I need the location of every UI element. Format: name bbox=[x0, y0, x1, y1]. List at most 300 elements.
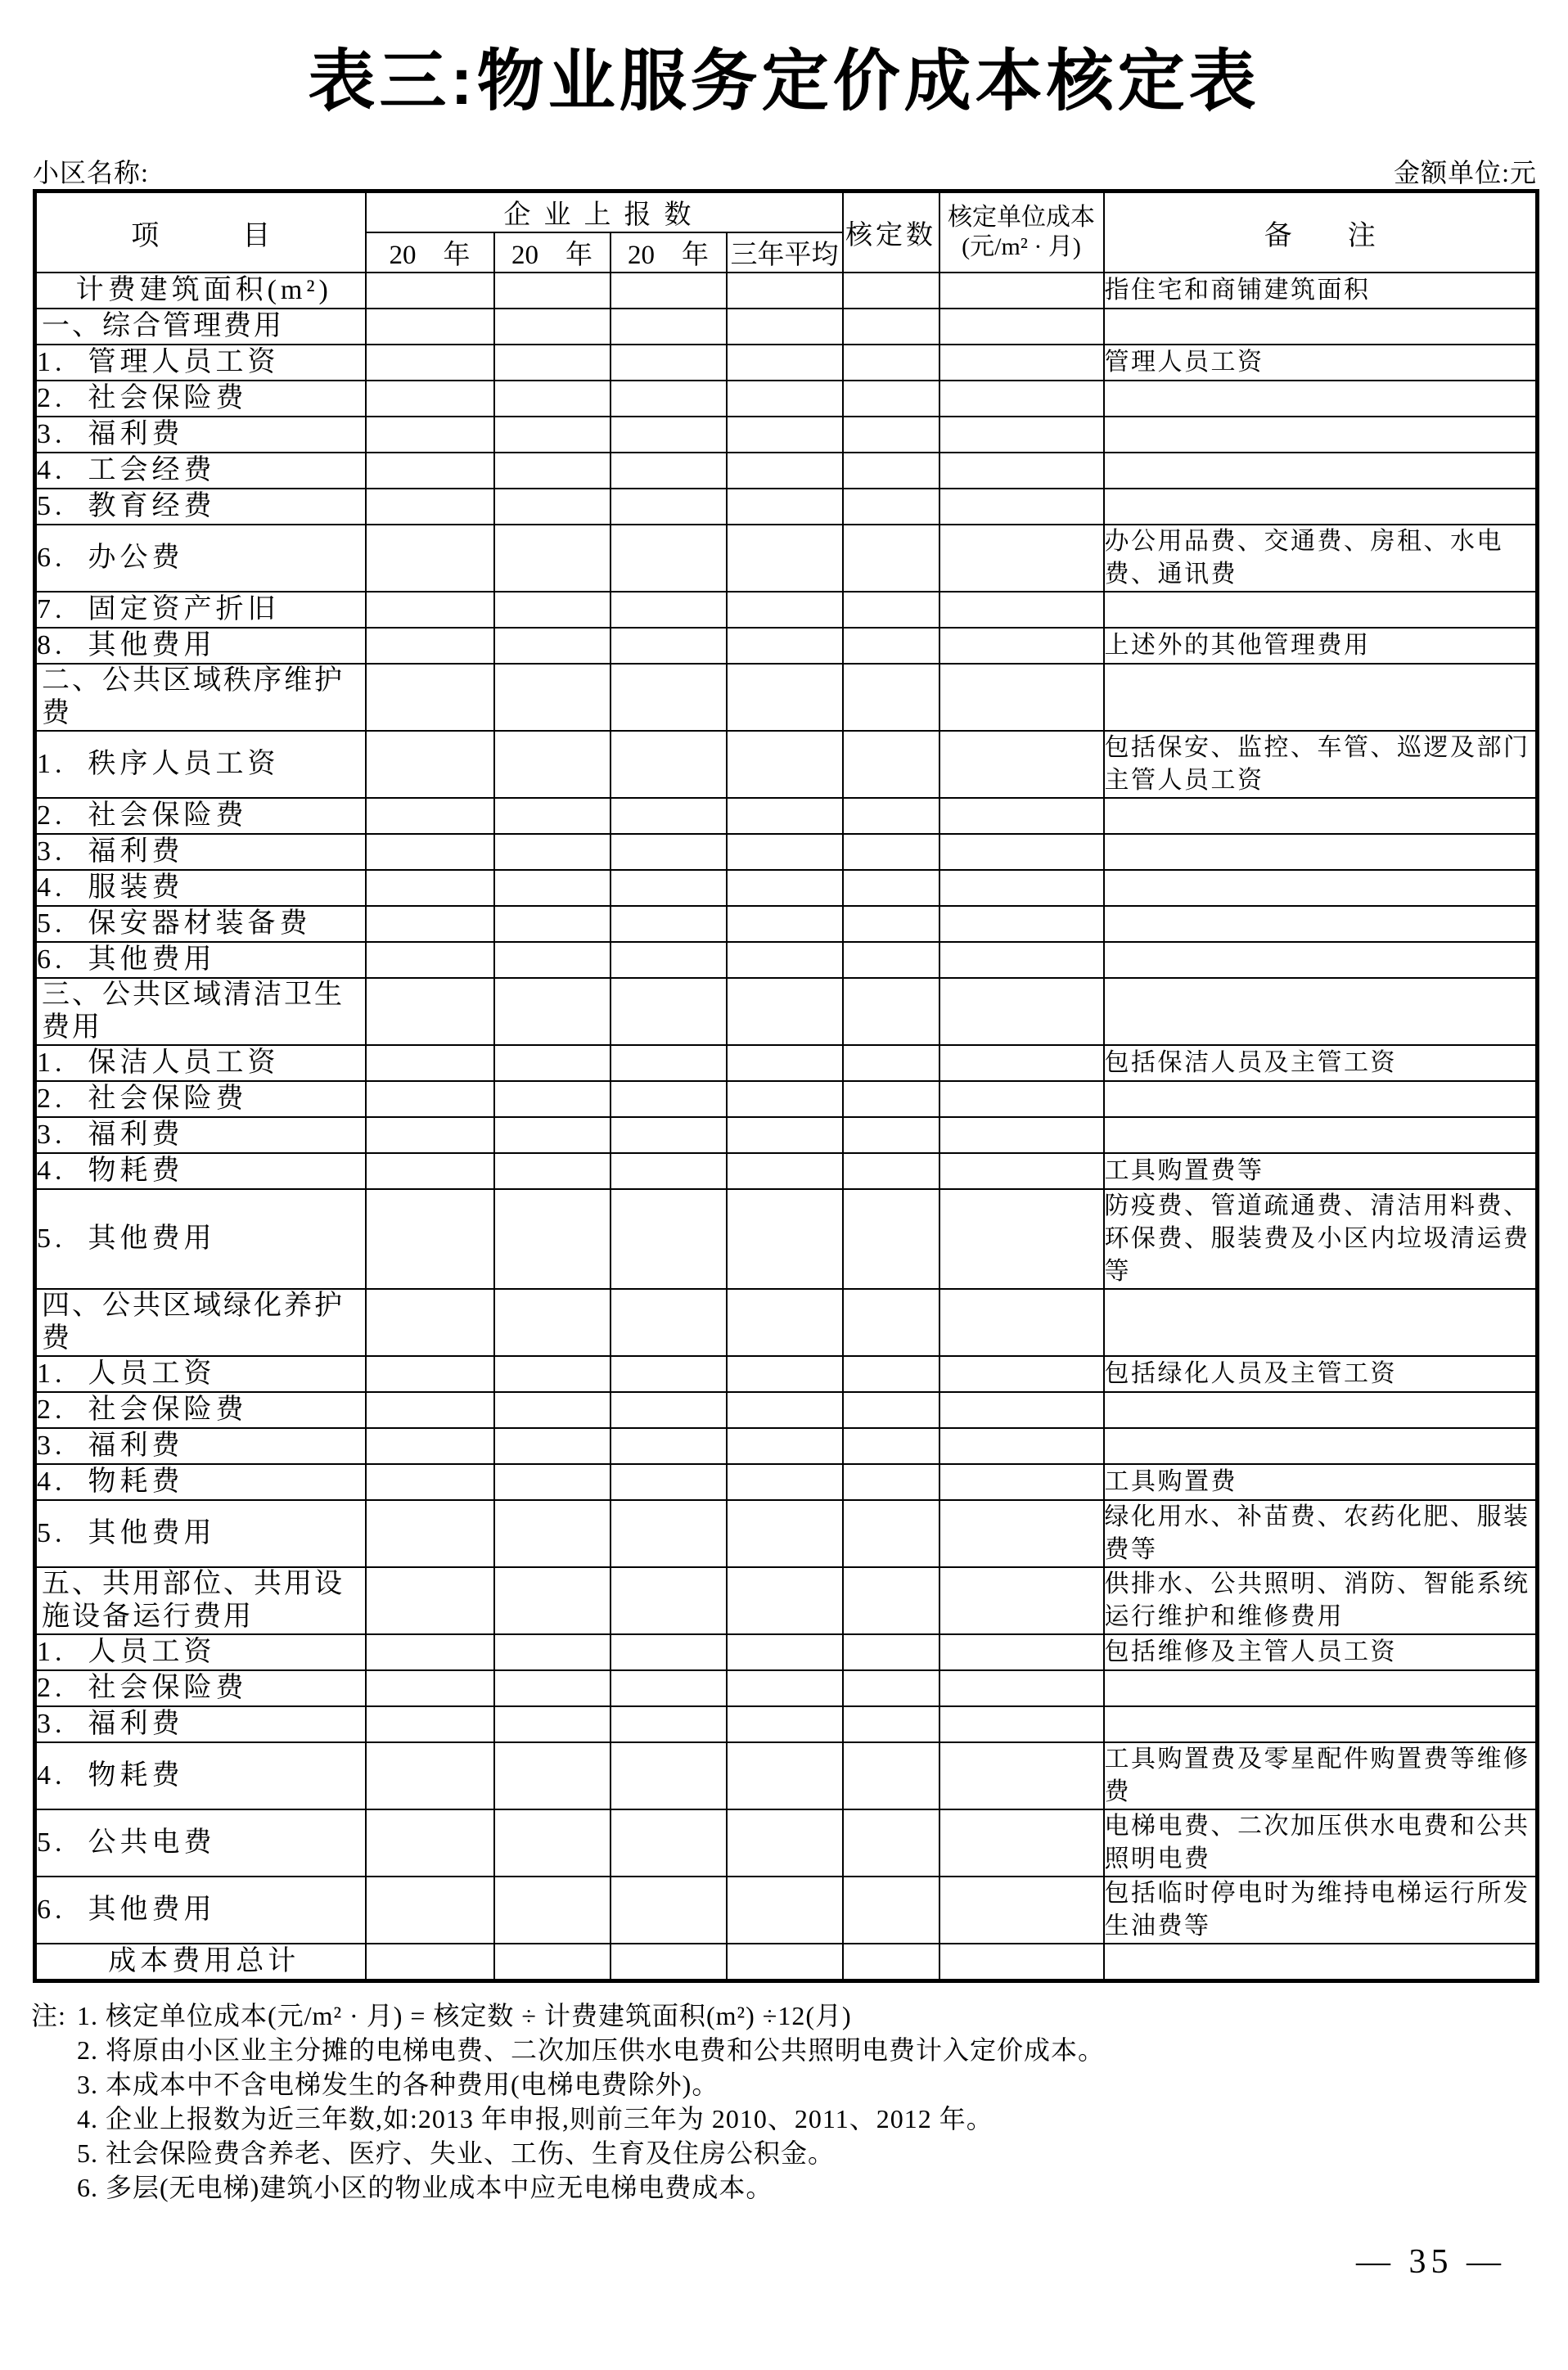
cell-year-3 bbox=[611, 1634, 727, 1670]
cell-year-2 bbox=[494, 1081, 611, 1117]
row-item-label: 4. 工会经费 bbox=[35, 453, 366, 489]
cell-year-3 bbox=[611, 1706, 727, 1742]
row-remark: 供排水、公共照明、消防、智能系统运行维护和维修费用 bbox=[1104, 1567, 1538, 1634]
table-row bbox=[35, 525, 1538, 592]
cell-year-1 bbox=[366, 870, 494, 906]
cell-year-1 bbox=[366, 731, 494, 798]
cell-approved bbox=[843, 489, 939, 525]
cell-year-1 bbox=[366, 664, 494, 731]
row-remark: 包括维修及主管人员工资 bbox=[1104, 1634, 1538, 1670]
row-remark bbox=[1104, 1081, 1538, 1117]
cell-year-2 bbox=[494, 1877, 611, 1944]
cell-approved bbox=[843, 1567, 939, 1634]
cell-approved bbox=[843, 1392, 939, 1428]
cell-year-2 bbox=[494, 525, 611, 592]
table-row bbox=[35, 1356, 1538, 1392]
cell-approved bbox=[843, 1634, 939, 1670]
table-row bbox=[35, 1392, 1538, 1428]
header-unit-cost-line2: (元/m² · 月) bbox=[962, 233, 1081, 260]
cell-unit-cost bbox=[939, 489, 1104, 525]
cell-unit-cost bbox=[939, 525, 1104, 592]
row-item-label: 2. 社会保险费 bbox=[35, 1670, 366, 1706]
cell-approved bbox=[843, 1045, 939, 1081]
row-remark bbox=[1104, 798, 1538, 834]
cell-year-1 bbox=[366, 1189, 494, 1289]
cell-approved bbox=[843, 731, 939, 798]
meta-row bbox=[33, 152, 1537, 187]
cell-year-1 bbox=[366, 1944, 494, 1981]
cell-year-3 bbox=[611, 906, 727, 942]
cell-approved bbox=[843, 417, 939, 453]
table-row bbox=[35, 1634, 1538, 1670]
row-remark bbox=[1104, 1392, 1538, 1428]
cell-year-avg bbox=[727, 1706, 843, 1742]
row-remark bbox=[1104, 417, 1538, 453]
table-row bbox=[35, 1464, 1538, 1500]
cell-year-avg bbox=[727, 1392, 843, 1428]
row-remark bbox=[1104, 309, 1538, 345]
cell-year-3 bbox=[611, 1189, 727, 1289]
table-row bbox=[35, 1153, 1538, 1189]
note-line bbox=[31, 2136, 1537, 2170]
cell-year-3 bbox=[611, 1356, 727, 1392]
row-remark bbox=[1104, 664, 1538, 731]
cell-year-3 bbox=[611, 1500, 727, 1567]
row-remark: 包括保洁人员及主管工资 bbox=[1104, 1045, 1538, 1081]
table-body bbox=[35, 273, 1538, 1981]
table-header bbox=[35, 191, 1538, 273]
cell-year-3 bbox=[611, 978, 727, 1045]
cell-year-avg bbox=[727, 942, 843, 978]
row-remark: 绿化用水、补苗费、农药化肥、服装费等 bbox=[1104, 1500, 1538, 1567]
cell-year-avg bbox=[727, 381, 843, 417]
cell-year-1 bbox=[366, 525, 494, 592]
cell-approved bbox=[843, 1153, 939, 1189]
table-row bbox=[35, 628, 1538, 664]
table-row bbox=[35, 381, 1538, 417]
row-item-label: 4. 物耗费 bbox=[35, 1742, 366, 1809]
row-item-label: 7. 固定资产折旧 bbox=[35, 592, 366, 628]
row-item-label: 3. 福利费 bbox=[35, 1706, 366, 1742]
header-approved-col: 核定数 bbox=[843, 191, 939, 273]
table-row bbox=[35, 834, 1538, 870]
cell-year-3 bbox=[611, 942, 727, 978]
cell-year-2 bbox=[494, 1045, 611, 1081]
cell-year-2 bbox=[494, 628, 611, 664]
row-remark bbox=[1104, 453, 1538, 489]
cell-year-2 bbox=[494, 978, 611, 1045]
cell-year-3 bbox=[611, 453, 727, 489]
table-row bbox=[35, 664, 1538, 731]
cell-year-avg bbox=[727, 1464, 843, 1500]
cell-year-avg bbox=[727, 1567, 843, 1634]
cell-unit-cost bbox=[939, 870, 1104, 906]
row-item-label: 1. 人员工资 bbox=[35, 1356, 366, 1392]
cell-year-1 bbox=[366, 1670, 494, 1706]
cell-year-1 bbox=[366, 345, 494, 381]
cell-year-3 bbox=[611, 1742, 727, 1809]
cell-year-avg bbox=[727, 453, 843, 489]
cell-approved bbox=[843, 592, 939, 628]
cell-year-2 bbox=[494, 942, 611, 978]
cell-year-avg bbox=[727, 309, 843, 345]
cell-approved bbox=[843, 906, 939, 942]
row-remark bbox=[1104, 1117, 1538, 1153]
cell-unit-cost bbox=[939, 309, 1104, 345]
row-item-label: 五、共用部位、共用设施设备运行费用 bbox=[35, 1567, 366, 1634]
cell-year-2 bbox=[494, 345, 611, 381]
cell-approved bbox=[843, 1944, 939, 1981]
row-remark: 包括保安、监控、车管、巡逻及部门主管人员工资 bbox=[1104, 731, 1538, 798]
cell-year-2 bbox=[494, 381, 611, 417]
row-item-label: 3. 福利费 bbox=[35, 1428, 366, 1464]
cell-unit-cost bbox=[939, 417, 1104, 453]
cell-year-3 bbox=[611, 1809, 727, 1877]
table-row bbox=[35, 1809, 1538, 1877]
cell-year-1 bbox=[366, 942, 494, 978]
cell-year-2 bbox=[494, 273, 611, 309]
table-row bbox=[35, 942, 1538, 978]
row-item-label: 成本费用总计 bbox=[35, 1944, 366, 1981]
header-remark-col: 备 注 bbox=[1104, 191, 1538, 273]
cell-year-2 bbox=[494, 1464, 611, 1500]
table-row bbox=[35, 345, 1538, 381]
row-item-label: 2. 社会保险费 bbox=[35, 798, 366, 834]
cell-year-2 bbox=[494, 1289, 611, 1356]
cell-year-3 bbox=[611, 1045, 727, 1081]
cell-year-avg bbox=[727, 345, 843, 381]
note-prefix bbox=[31, 2102, 77, 2136]
row-remark: 防疫费、管道疏通费、清洁用料费、环保费、服装费及小区内垃圾清运费等 bbox=[1104, 1189, 1538, 1289]
cell-year-avg bbox=[727, 1289, 843, 1356]
cell-year-2 bbox=[494, 1500, 611, 1567]
cell-approved bbox=[843, 1117, 939, 1153]
row-item-label: 5. 公共电费 bbox=[35, 1809, 366, 1877]
cell-unit-cost bbox=[939, 1392, 1104, 1428]
cell-unit-cost bbox=[939, 906, 1104, 942]
cell-year-3 bbox=[611, 664, 727, 731]
row-remark: 上述外的其他管理费用 bbox=[1104, 628, 1538, 664]
cell-year-3 bbox=[611, 489, 727, 525]
cell-year-avg bbox=[727, 731, 843, 798]
row-item-label: 3. 福利费 bbox=[35, 417, 366, 453]
cell-unit-cost bbox=[939, 1289, 1104, 1356]
cell-unit-cost bbox=[939, 834, 1104, 870]
cell-unit-cost bbox=[939, 1356, 1104, 1392]
cell-year-avg bbox=[727, 1189, 843, 1289]
cell-year-avg bbox=[727, 978, 843, 1045]
cell-year-1 bbox=[366, 978, 494, 1045]
cell-approved bbox=[843, 628, 939, 664]
header-year-avg: 三年平均 bbox=[727, 232, 843, 273]
cell-unit-cost bbox=[939, 1153, 1104, 1189]
row-item-label: 5. 其他费用 bbox=[35, 1189, 366, 1289]
community-name-label: 小区名称: bbox=[33, 158, 149, 187]
header-unit-cost-line1: 核定单位成本 bbox=[948, 204, 1095, 231]
cell-approved bbox=[843, 1706, 939, 1742]
cell-year-2 bbox=[494, 1189, 611, 1289]
cell-approved bbox=[843, 1464, 939, 1500]
cell-unit-cost bbox=[939, 1567, 1104, 1634]
cell-year-avg bbox=[727, 1670, 843, 1706]
note-text: 1. 核定单位成本(元/m² · 月) = 核定数 ÷ 计费建筑面积(m²) ÷12(月) bbox=[77, 2001, 852, 2030]
note-text: 3. 本成本中不含电梯发生的各种费用(电梯电费除外)。 bbox=[77, 2070, 719, 2099]
cell-year-2 bbox=[494, 309, 611, 345]
cell-year-avg bbox=[727, 417, 843, 453]
cell-year-1 bbox=[366, 1081, 494, 1117]
table-row bbox=[35, 1500, 1538, 1567]
cell-unit-cost bbox=[939, 592, 1104, 628]
row-remark bbox=[1104, 1944, 1538, 1981]
cell-year-3 bbox=[611, 1464, 727, 1500]
row-item-label: 三、公共区域清洁卫生费用 bbox=[35, 978, 366, 1045]
cell-year-2 bbox=[494, 453, 611, 489]
page-title: 表三:物业服务定价成本核定表 bbox=[308, 44, 1260, 119]
table-row bbox=[35, 453, 1538, 489]
cell-year-2 bbox=[494, 1117, 611, 1153]
cell-approved bbox=[843, 1670, 939, 1706]
cell-year-1 bbox=[366, 906, 494, 942]
cell-unit-cost bbox=[939, 1428, 1104, 1464]
cell-unit-cost bbox=[939, 1634, 1104, 1670]
cell-approved bbox=[843, 1428, 939, 1464]
cell-unit-cost bbox=[939, 273, 1104, 309]
cell-year-avg bbox=[727, 1742, 843, 1809]
cell-year-1 bbox=[366, 1153, 494, 1189]
row-item-label: 计费建筑面积(m²) bbox=[35, 273, 366, 309]
row-item-label: 5. 保安器材装备费 bbox=[35, 906, 366, 942]
cell-unit-cost bbox=[939, 1081, 1104, 1117]
cell-year-2 bbox=[494, 592, 611, 628]
table-row bbox=[35, 1706, 1538, 1742]
cell-year-2 bbox=[494, 1634, 611, 1670]
table-row bbox=[35, 1944, 1538, 1981]
cell-year-2 bbox=[494, 798, 611, 834]
row-item-label: 5. 教育经费 bbox=[35, 489, 366, 525]
note-line bbox=[31, 2102, 1537, 2136]
cell-approved bbox=[843, 345, 939, 381]
row-item-label: 二、公共区域秩序维护费 bbox=[35, 664, 366, 731]
cell-year-avg bbox=[727, 1117, 843, 1153]
row-remark: 指住宅和商铺建筑面积 bbox=[1104, 273, 1538, 309]
cell-year-3 bbox=[611, 1117, 727, 1153]
cell-year-3 bbox=[611, 1567, 727, 1634]
row-remark: 工具购置费等 bbox=[1104, 1153, 1538, 1189]
row-item-label: 6. 其他费用 bbox=[35, 1877, 366, 1944]
table-row bbox=[35, 273, 1538, 309]
cell-year-3 bbox=[611, 1877, 727, 1944]
header-reported-group: 企业上报数 bbox=[366, 191, 843, 233]
cell-year-avg bbox=[727, 1809, 843, 1877]
row-remark bbox=[1104, 1706, 1538, 1742]
table-row bbox=[35, 1877, 1538, 1944]
cell-year-2 bbox=[494, 489, 611, 525]
cell-year-3 bbox=[611, 525, 727, 592]
cell-unit-cost bbox=[939, 1944, 1104, 1981]
row-item-label: 5. 其他费用 bbox=[35, 1500, 366, 1567]
row-item-label: 1. 保洁人员工资 bbox=[35, 1045, 366, 1081]
notes-block bbox=[31, 1998, 1537, 2205]
cell-approved bbox=[843, 1877, 939, 1944]
cell-unit-cost bbox=[939, 978, 1104, 1045]
cell-year-1 bbox=[366, 1742, 494, 1809]
cell-year-1 bbox=[366, 1464, 494, 1500]
row-remark: 包括临时停电时为维持电梯运行所发生油费等 bbox=[1104, 1877, 1538, 1944]
cell-unit-cost bbox=[939, 1877, 1104, 1944]
cell-approved bbox=[843, 1500, 939, 1567]
cell-year-3 bbox=[611, 1153, 727, 1189]
note-text: 4. 企业上报数为近三年数,如:2013 年申报,则前三年为 2010、2011、2012 年。 bbox=[77, 2104, 994, 2133]
cell-year-1 bbox=[366, 1706, 494, 1742]
cell-year-1 bbox=[366, 798, 494, 834]
cell-year-avg bbox=[727, 1428, 843, 1464]
cell-year-1 bbox=[366, 1045, 494, 1081]
row-remark bbox=[1104, 870, 1538, 906]
header-year-1: 20 年 bbox=[366, 232, 494, 273]
cell-year-3 bbox=[611, 1392, 727, 1428]
cell-year-1 bbox=[366, 1567, 494, 1634]
cell-year-avg bbox=[727, 798, 843, 834]
cell-year-3 bbox=[611, 798, 727, 834]
cell-year-avg bbox=[727, 906, 843, 942]
row-item-label: 3. 福利费 bbox=[35, 1117, 366, 1153]
table-row bbox=[35, 798, 1538, 834]
note-line bbox=[31, 2067, 1537, 2102]
table-row bbox=[35, 1189, 1538, 1289]
table-row bbox=[35, 1428, 1538, 1464]
row-item-label: 4. 物耗费 bbox=[35, 1464, 366, 1500]
cell-approved bbox=[843, 1289, 939, 1356]
row-item-label: 一、综合管理费用 bbox=[35, 309, 366, 345]
note-text: 5. 社会保险费含养老、医疗、失业、工伤、生育及住房公积金。 bbox=[77, 2138, 836, 2168]
cell-unit-cost bbox=[939, 453, 1104, 489]
cell-year-3 bbox=[611, 1428, 727, 1464]
cell-unit-cost bbox=[939, 942, 1104, 978]
header-year-3: 20 年 bbox=[611, 232, 727, 273]
cell-unit-cost bbox=[939, 345, 1104, 381]
cell-year-avg bbox=[727, 664, 843, 731]
cell-unit-cost bbox=[939, 1189, 1104, 1289]
cell-year-1 bbox=[366, 309, 494, 345]
cell-year-1 bbox=[366, 1500, 494, 1567]
cell-year-avg bbox=[727, 870, 843, 906]
cell-year-avg bbox=[727, 1500, 843, 1567]
row-item-label: 1. 管理人员工资 bbox=[35, 345, 366, 381]
cell-approved bbox=[843, 1189, 939, 1289]
cell-approved bbox=[843, 309, 939, 345]
cell-unit-cost bbox=[939, 1670, 1104, 1706]
cell-approved bbox=[843, 273, 939, 309]
cell-unit-cost bbox=[939, 1117, 1104, 1153]
table-row bbox=[35, 1289, 1538, 1356]
cell-year-avg bbox=[727, 1944, 843, 1981]
cell-year-1 bbox=[366, 1428, 494, 1464]
cell-year-avg bbox=[727, 1045, 843, 1081]
cell-year-2 bbox=[494, 1670, 611, 1706]
cost-table bbox=[33, 189, 1539, 1983]
header-item-col: 项 目 bbox=[35, 191, 366, 273]
cell-unit-cost bbox=[939, 381, 1104, 417]
cell-year-3 bbox=[611, 1081, 727, 1117]
cell-approved bbox=[843, 1809, 939, 1877]
header-unit-cost-col bbox=[939, 191, 1104, 273]
note-prefix bbox=[31, 2136, 77, 2170]
row-item-label: 6. 其他费用 bbox=[35, 942, 366, 978]
cell-year-2 bbox=[494, 1392, 611, 1428]
note-prefix bbox=[31, 2033, 77, 2067]
cell-year-3 bbox=[611, 309, 727, 345]
cell-year-avg bbox=[727, 1634, 843, 1670]
table-row bbox=[35, 870, 1538, 906]
cell-unit-cost bbox=[939, 1500, 1104, 1567]
row-item-label: 3. 福利费 bbox=[35, 834, 366, 870]
row-item-label: 6. 办公费 bbox=[35, 525, 366, 592]
table-row bbox=[35, 906, 1538, 942]
row-item-label: 4. 物耗费 bbox=[35, 1153, 366, 1189]
note-prefix bbox=[31, 2067, 77, 2102]
row-remark bbox=[1104, 834, 1538, 870]
cell-year-2 bbox=[494, 1706, 611, 1742]
cell-year-1 bbox=[366, 592, 494, 628]
cell-year-2 bbox=[494, 1153, 611, 1189]
cell-year-1 bbox=[366, 834, 494, 870]
row-item-label: 2. 社会保险费 bbox=[35, 1081, 366, 1117]
row-item-label: 1. 人员工资 bbox=[35, 1634, 366, 1670]
table-row bbox=[35, 309, 1538, 345]
cell-year-avg bbox=[727, 1153, 843, 1189]
table-row bbox=[35, 978, 1538, 1045]
table-row bbox=[35, 1117, 1538, 1153]
cell-year-1 bbox=[366, 417, 494, 453]
cell-year-2 bbox=[494, 417, 611, 453]
cell-year-2 bbox=[494, 1742, 611, 1809]
row-item-label: 1. 秩序人员工资 bbox=[35, 731, 366, 798]
cell-year-3 bbox=[611, 1944, 727, 1981]
cell-year-2 bbox=[494, 1809, 611, 1877]
cell-approved bbox=[843, 978, 939, 1045]
cell-year-avg bbox=[727, 525, 843, 592]
row-remark: 电梯电费、二次加压供水电费和公共照明电费 bbox=[1104, 1809, 1538, 1877]
page-number: — 35 — bbox=[1356, 2243, 1506, 2281]
cell-year-1 bbox=[366, 1809, 494, 1877]
cell-unit-cost bbox=[939, 664, 1104, 731]
row-remark bbox=[1104, 942, 1538, 978]
table-row bbox=[35, 731, 1538, 798]
cell-year-1 bbox=[366, 1392, 494, 1428]
cell-year-2 bbox=[494, 1567, 611, 1634]
cell-year-avg bbox=[727, 1356, 843, 1392]
cell-year-2 bbox=[494, 1944, 611, 1981]
cell-year-3 bbox=[611, 1670, 727, 1706]
note-text: 2. 将原由小区业主分摊的电梯电费、二次加压供水电费和公共照明电费计入定价成本。 bbox=[77, 2035, 1106, 2065]
row-remark: 工具购置费及零星配件购置费等维修费 bbox=[1104, 1742, 1538, 1809]
cell-year-avg bbox=[727, 834, 843, 870]
cell-unit-cost bbox=[939, 1464, 1104, 1500]
cell-approved bbox=[843, 1742, 939, 1809]
cell-unit-cost bbox=[939, 1045, 1104, 1081]
cell-unit-cost bbox=[939, 798, 1104, 834]
cell-year-1 bbox=[366, 1356, 494, 1392]
note-line bbox=[31, 1998, 1537, 2033]
row-remark: 办公用品费、交通费、房租、水电费、通讯费 bbox=[1104, 525, 1538, 592]
cell-unit-cost bbox=[939, 1809, 1104, 1877]
row-item-label: 2. 社会保险费 bbox=[35, 381, 366, 417]
row-remark bbox=[1104, 1428, 1538, 1464]
cell-year-avg bbox=[727, 1081, 843, 1117]
cell-year-3 bbox=[611, 870, 727, 906]
cell-unit-cost bbox=[939, 731, 1104, 798]
cell-year-2 bbox=[494, 731, 611, 798]
